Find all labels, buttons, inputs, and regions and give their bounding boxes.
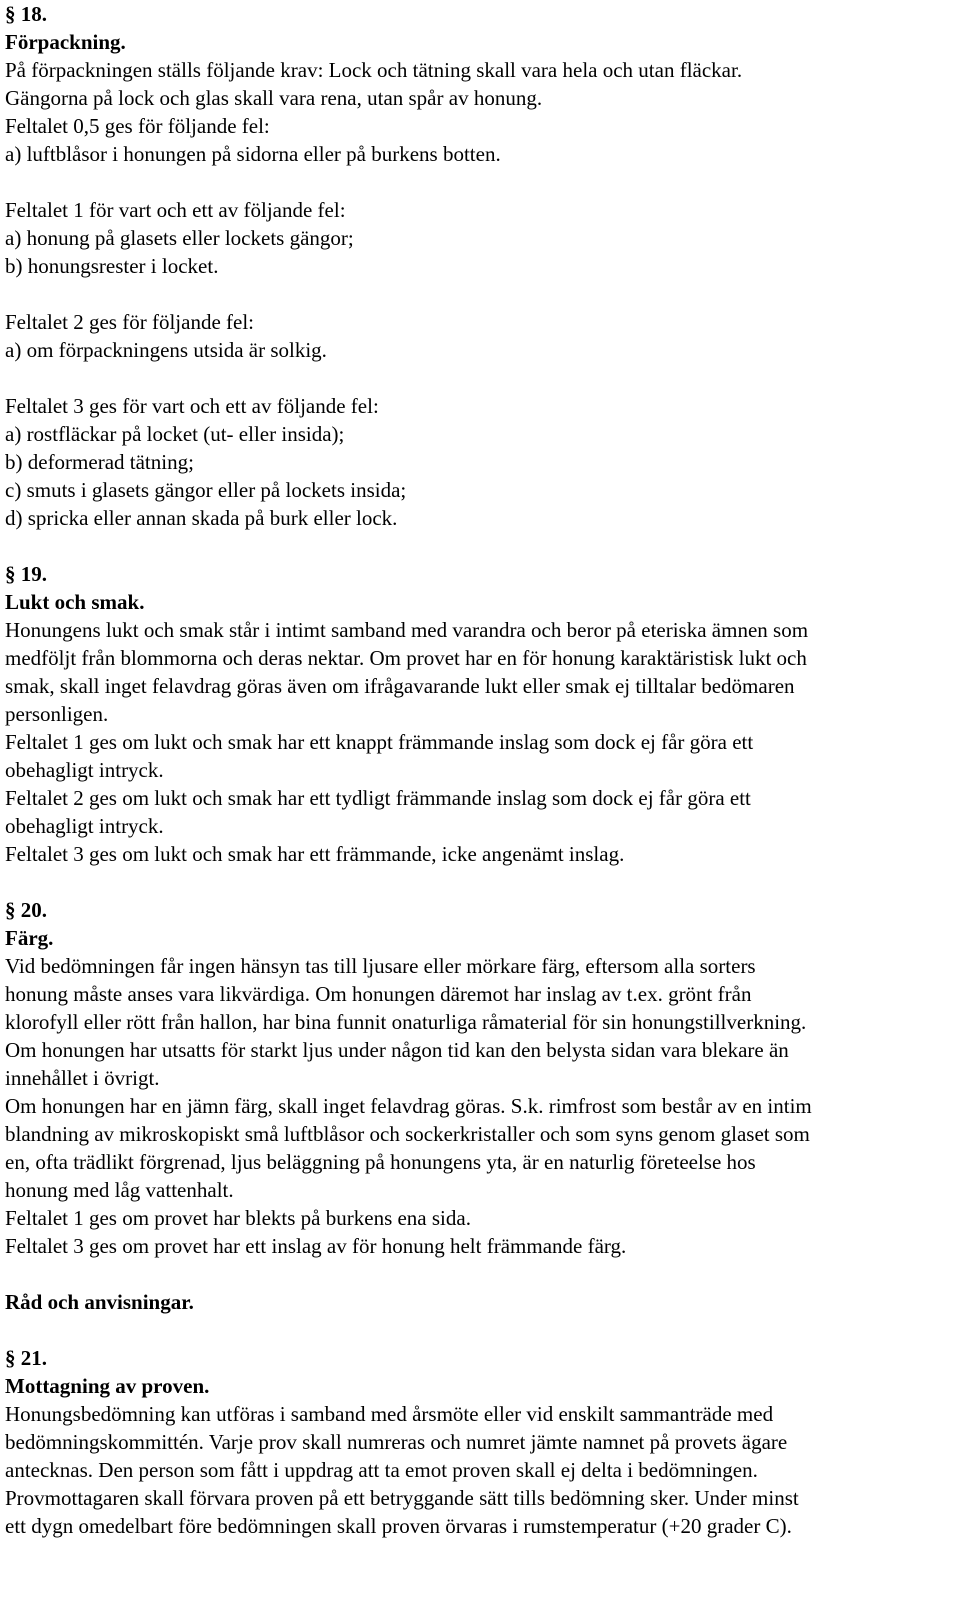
text-line: b) deformerad tätning;	[5, 450, 194, 474]
text-line: Feltalet 2 ges om lukt och smak har ett tydligt främmande inslag som dock ej får göra ett	[5, 786, 751, 810]
spacer	[5, 364, 956, 392]
section-18	[5, 0, 956, 560]
text-line: a) honung på glasets eller lockets gängor;	[5, 226, 354, 250]
text-line: På förpackningen ställs följande krav: Lock och tätning skall vara hela och utan fläckar.	[5, 58, 743, 82]
spacer	[5, 868, 956, 896]
text-line: klorofyll eller rött från hallon, har bina funnit onaturliga råmaterial för sin honungstillverkning.	[5, 1010, 807, 1034]
section-title: Råd och anvisningar.	[5, 1290, 194, 1314]
text-line: Om honungen har en jämn färg, skall inget felavdrag göras. S.k. rimfrost som består av en intim	[5, 1094, 812, 1118]
text-line: c) smuts i glasets gängor eller på lockets insida;	[5, 478, 407, 502]
text-line: Honungsbedömning kan utföras i samband med årsmöte eller vid enskilt sammanträde med	[5, 1402, 774, 1426]
section-title: Förpackning.	[5, 30, 126, 54]
text-line: Feltalet 1 ges om provet har blekts på burkens ena sida.	[5, 1206, 471, 1230]
text-line: smak, skall inget felavdrag göras även om ifrågavarande lukt eller smak ej tilltalar bedömaren	[5, 674, 795, 698]
spacer	[5, 280, 956, 308]
text-line: ett dygn omedelbart före bedömningen skall proven örvaras i rumstemperatur (+20 grader C).	[5, 1514, 792, 1538]
text-line: a) om förpackningens utsida är solkig.	[5, 338, 327, 362]
text-line: en, ofta trädlikt förgrenad, ljus beläggning på honungens yta, är en naturlig företeelse hos	[5, 1150, 756, 1174]
text-line: Feltalet 1 ges om lukt och smak har ett knappt främmande inslag som dock ej får göra ett	[5, 730, 754, 754]
text-line: honung med låg vattenhalt.	[5, 1178, 234, 1202]
section-19	[5, 560, 956, 896]
spacer	[5, 1260, 956, 1288]
text-line: obehagligt intryck.	[5, 758, 164, 782]
text-line: Gängorna på lock och glas skall vara rena, utan spår av honung.	[5, 86, 543, 110]
text-line: b) honungsrester i locket.	[5, 254, 219, 278]
text-line: Feltalet 3 ges för vart och ett av följande fel:	[5, 394, 379, 418]
text-line: antecknas. Den person som fått i uppdrag att ta emot proven skall ej delta i bedömningen.	[5, 1458, 758, 1482]
text-line: Feltalet 2 ges för följande fel:	[5, 310, 254, 334]
text-line: d) spricka eller annan skada på burk eller lock.	[5, 506, 398, 530]
section-title: Lukt och smak.	[5, 590, 145, 614]
section-21	[5, 1344, 956, 1540]
text-line: personligen.	[5, 702, 109, 726]
spacer	[5, 532, 956, 560]
section-number: § 21.	[5, 1346, 47, 1370]
text-line: innehållet i övrigt.	[5, 1066, 160, 1090]
text-line: Feltalet 3 ges om provet har ett inslag av för honung helt främmande färg.	[5, 1234, 627, 1258]
spacer	[5, 1316, 956, 1344]
text-line: Feltalet 3 ges om lukt och smak har ett främmande, icke angenämt inslag.	[5, 842, 625, 866]
section-advice	[5, 1288, 956, 1344]
text-line: blandning av mikroskopiskt små luftblåsor och sockerkristaller och som syns genom glaset som	[5, 1122, 810, 1146]
text-line: Vid bedömningen får ingen hänsyn tas till ljusare eller mörkare färg, eftersom alla sorters	[5, 954, 756, 978]
section-20	[5, 896, 956, 1288]
text-line: Feltalet 1 för vart och ett av följande fel:	[5, 198, 346, 222]
spacer	[5, 168, 956, 196]
text-line: Om honungen har utsatts för starkt ljus under någon tid kan den belysta sidan vara blekare än	[5, 1038, 789, 1062]
text-line: a) rostfläckar på locket (ut- eller insida);	[5, 422, 345, 446]
section-number: § 19.	[5, 562, 47, 586]
text-line: Feltalet 0,5 ges för följande fel:	[5, 114, 270, 138]
text-line: Provmottagaren skall förvara proven på ett betryggande sätt tills bedömning sker. Under minst	[5, 1486, 799, 1510]
section-number: § 18.	[5, 2, 47, 26]
text-line: a) luftblåsor i honungen på sidorna eller på burkens botten.	[5, 142, 501, 166]
text-line: medföljt från blommorna och deras nektar. Om provet har en för honung karaktäristisk lukt och	[5, 646, 807, 670]
text-line: Honungens lukt och smak står i intimt samband med varandra och beror på eteriska ämnen som	[5, 618, 809, 642]
text-line: bedömningskommittén. Varje prov skall numreras och numret jämte namnet på provets ägare	[5, 1430, 788, 1454]
section-title: Färg.	[5, 926, 54, 950]
text-line: honung måste anses vara likvärdiga. Om honungen däremot har inslag av t.ex. grönt från	[5, 982, 752, 1006]
section-number: § 20.	[5, 898, 47, 922]
section-title: Mottagning av proven.	[5, 1374, 210, 1398]
text-line: obehagligt intryck.	[5, 814, 164, 838]
